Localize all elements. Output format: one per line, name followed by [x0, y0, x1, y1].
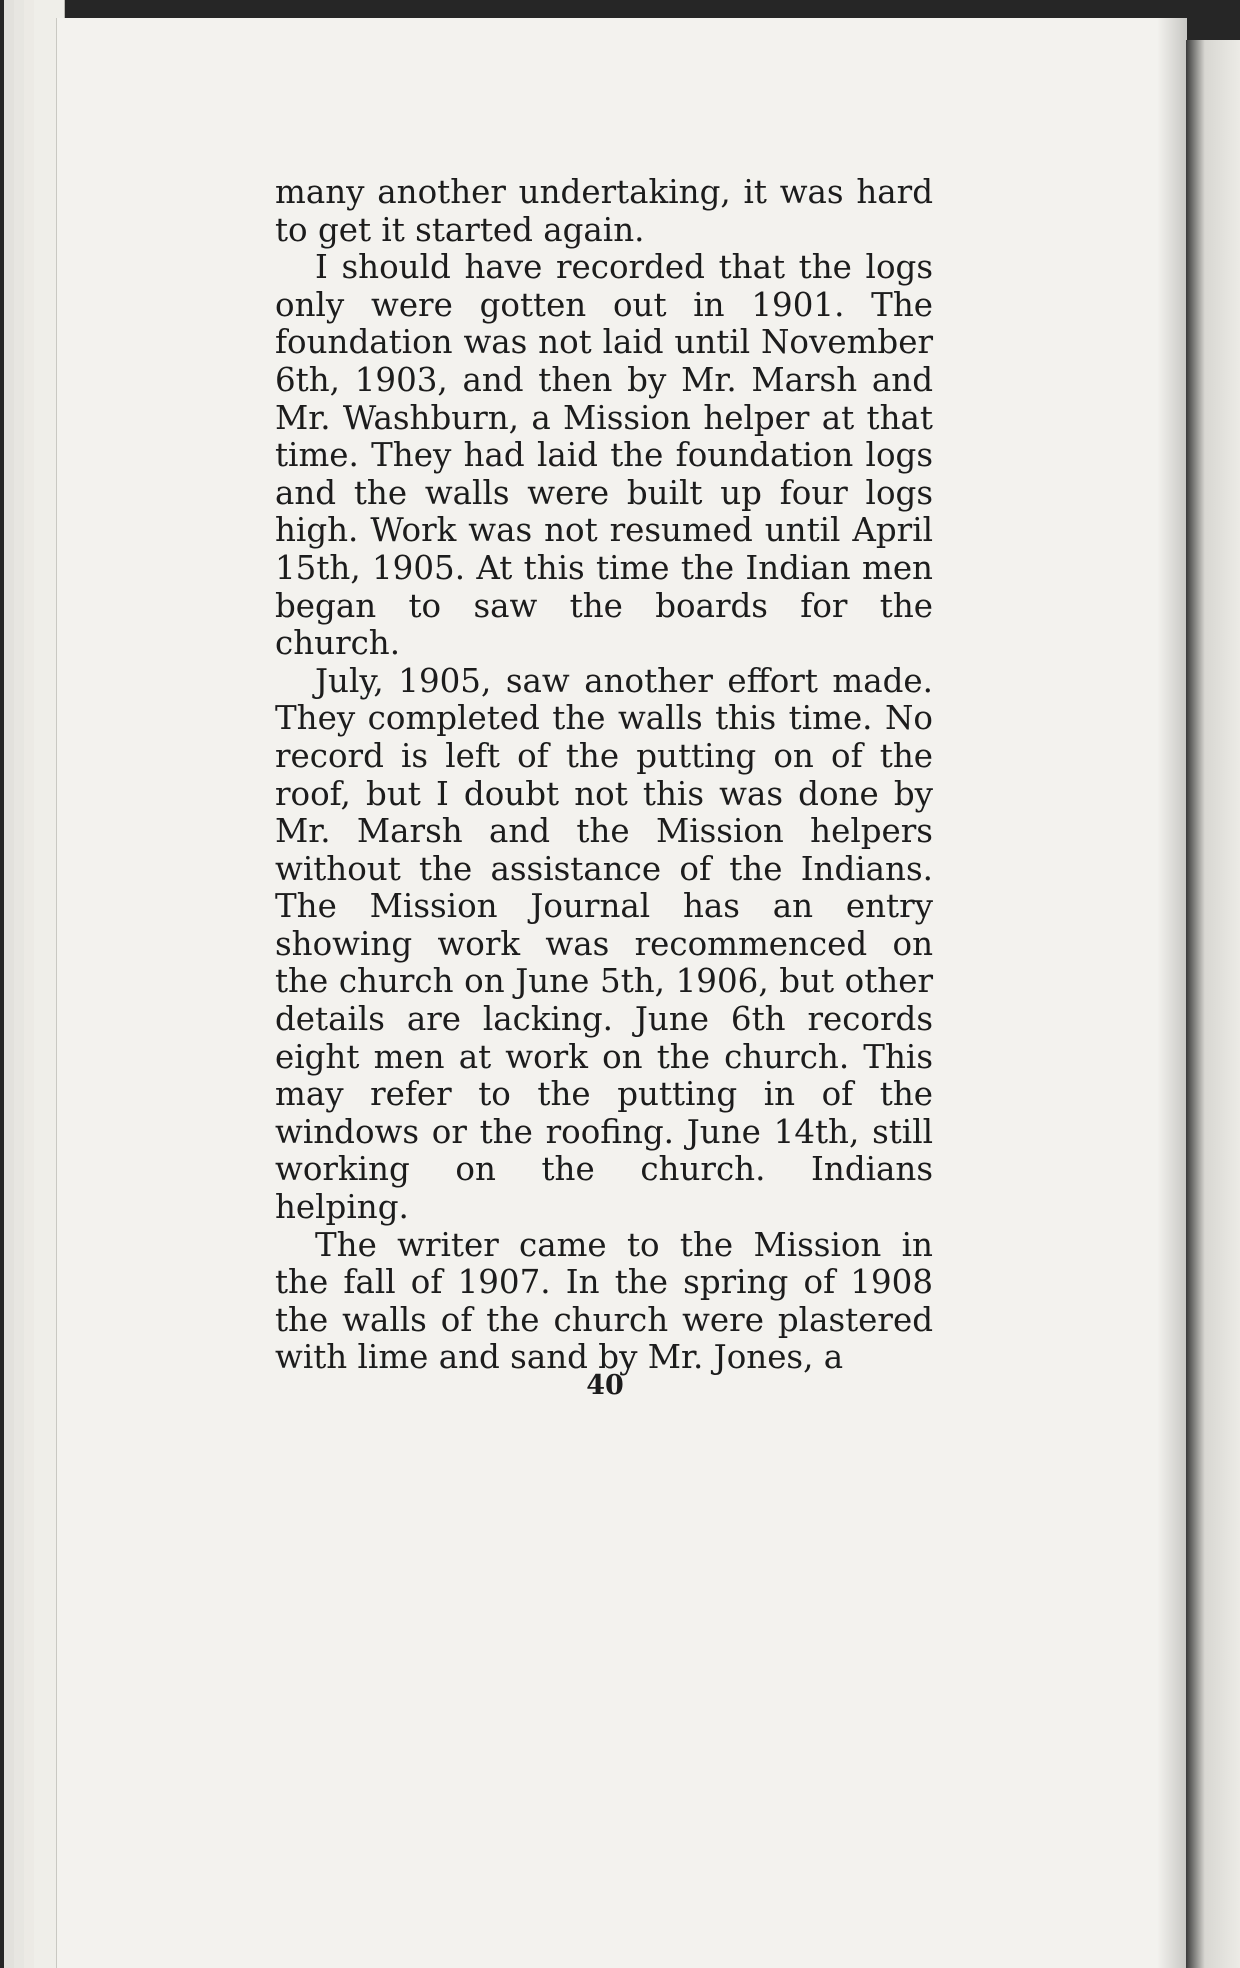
body-text: [275, 174, 933, 1377]
gutter-shadow: [1157, 18, 1187, 1968]
paragraph: The writer came to the Mission in the fall of 1907. In the spring of 1908 the walls of the church were plastered with lime and sand by Mr. Jones, a: [275, 1225, 933, 1377]
paragraph: I should have recorded that the logs only were gotten out in 1901. The foundation was not laid until November 6th, 1903, and then by Mr. Marsh and Mr. Washburn, a Mission helper at that time. They had laid the foundation logs and the walls were built up four logs high. Work was not resumed until April 15th, 1905. At this time the Indian men began to saw the boards for the church.: [275, 248, 933, 663]
book-page: [56, 18, 1187, 1968]
paragraph: July, 1905, saw another effort made. They completed the walls this time. No record is left of the putting on of the roof, but I doubt not this was done by Mr. Marsh and the Mission helpers without the assistance of the Indians. The Mission Journal has an entry showing work was recommenced on the church on June 5th, 1906, but other details are lacking. June 6th records eight men at work on the church. This may refer to the putting in of the windows or the roofing. June 14th, still working on the church. Indians helping.: [275, 661, 933, 1227]
paragraph-continued: many another undertaking, it was hard to get it started again.: [275, 173, 933, 249]
adjacent-page-edge: [1186, 40, 1240, 1968]
page-number: 40: [586, 1370, 624, 1401]
